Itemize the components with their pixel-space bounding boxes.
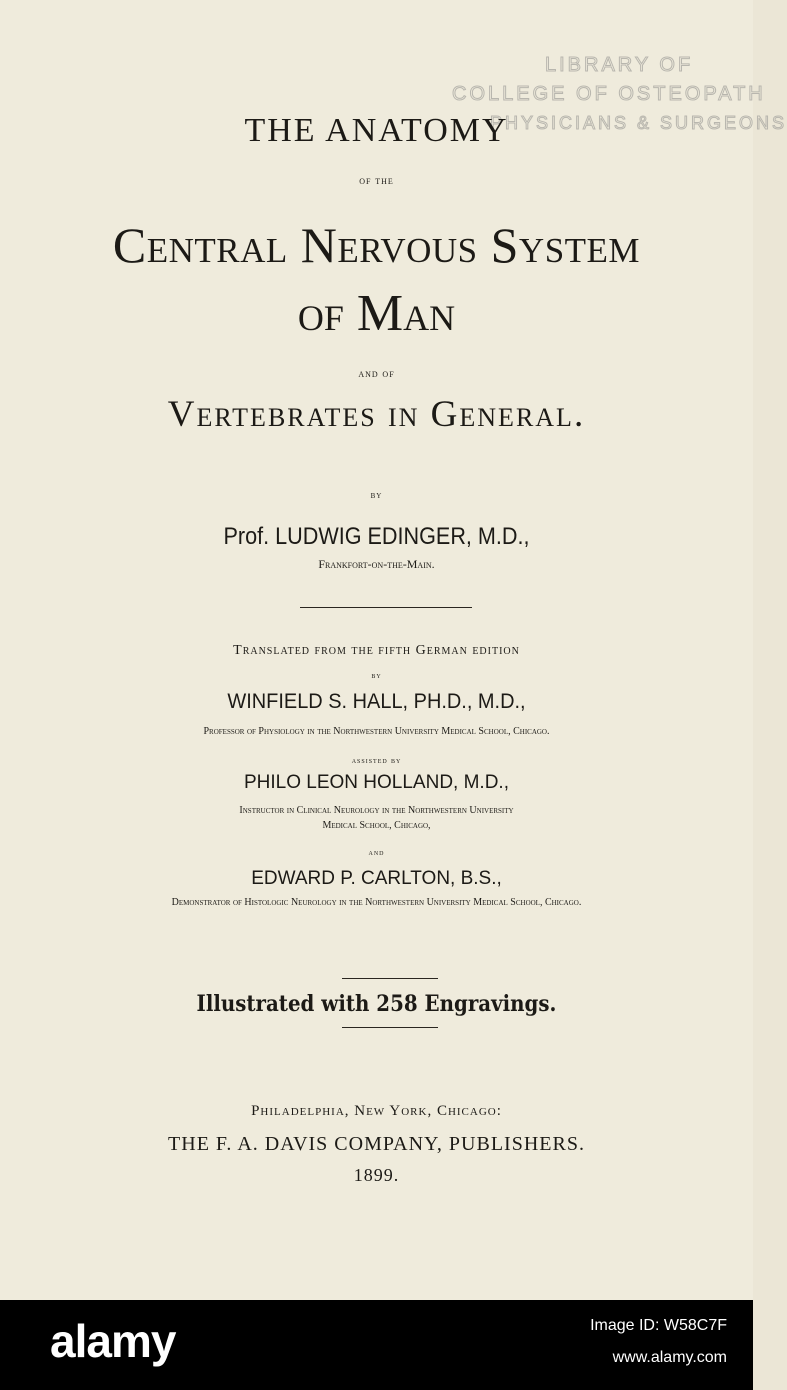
by-translator-label: by [371, 670, 382, 680]
title-line-vertebrates: Vertebrates in General. [167, 394, 586, 435]
assistant2-role: Demonstrator of Histologic Neurology in the Northwestern University Medical School, Chicago. [171, 897, 582, 908]
watermark-bar [0, 1300, 753, 1390]
and-label: and [368, 847, 385, 857]
site-url: www.alamy.com [612, 1349, 727, 1366]
publication-year: 1899. [353, 1165, 400, 1185]
library-stamp-line3: PHYSICIANS & SURGEONS [490, 113, 787, 133]
author-place: Frankfort-on-the-Main. [318, 557, 435, 571]
title-line-of-the: of the [359, 175, 394, 187]
author-name: Prof. LUDWIG EDINGER, M.D., [223, 523, 530, 550]
assisted-by-label: assisted by [351, 755, 402, 765]
illustrated-note: Illustrated with 258 Engravings. [196, 991, 557, 1017]
translated-from: Translated from the fifth German edition [233, 643, 520, 658]
assistant1-name: PHILO LEON HOLLAND, M.D., [243, 772, 509, 793]
by-label: by [370, 490, 383, 501]
publisher-name: THE F. A. DAVIS COMPANY, PUBLISHERS. [168, 1133, 585, 1155]
assistant2-name: EDWARD P. CARLTON, B.S., [251, 868, 502, 889]
library-stamp-line2: COLLEGE OF OSTEOPATH [452, 83, 766, 105]
divider-rule-top [342, 978, 438, 979]
translator-role: Professor of Physiology in the Northwestern University Medical School, Chicago. [203, 726, 550, 737]
title-line-of-man: of Man [297, 285, 456, 342]
image-id: Image ID: W58C7F [590, 1317, 727, 1334]
title-line-anatomy: THE ANATOMY [244, 112, 509, 149]
publisher-cities: Philadelphia, New York, Chicago: [251, 1103, 502, 1119]
library-stamp-line1: LIBRARY OF [545, 54, 694, 76]
translator-name: WINFIELD S. HALL, PH.D., M.D., [227, 690, 526, 713]
title-line-central-nervous-system: Central Nervous System [112, 217, 641, 273]
divider-rule [300, 607, 472, 608]
divider-rule-bottom [342, 1027, 438, 1028]
alamy-logo: alamy [50, 1315, 176, 1367]
assistant1-role-line1: Instructor in Clinical Neurology in the Northwestern University [239, 805, 514, 816]
assistant1-role-line2: Medical School, Chicago, [322, 820, 431, 831]
title-line-and-of: and of [358, 368, 395, 380]
